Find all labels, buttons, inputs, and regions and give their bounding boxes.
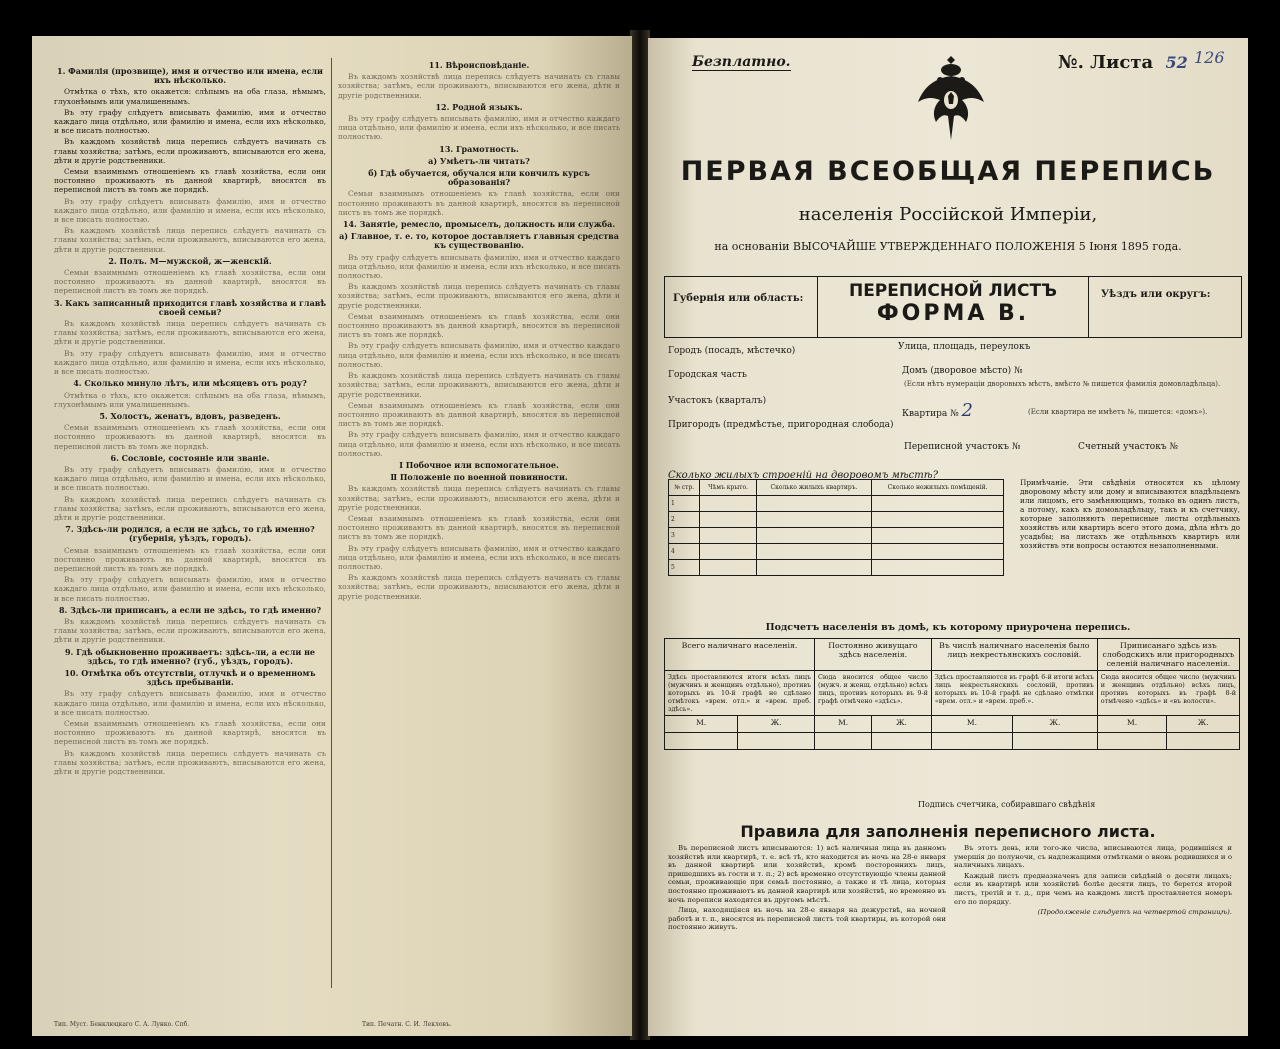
- rules-text: Лица, находящіяся въ ночь на 28-е января на дежурствѣ, на ночной работѣ и т. п., вносятся въ переписной листъ той квартиры, въ которой они постоянно живутъ.: [668, 906, 946, 932]
- section-heading: 11. Вѣроисповѣданіе.: [428, 60, 530, 70]
- sheet-label-text: №. Листа: [1058, 52, 1154, 73]
- male-header: М.: [665, 716, 738, 733]
- table-row: [669, 544, 1004, 560]
- count-col-header: Приписанаго здѣсь изъ слободскихъ или пригородныхъ селеній наличнаго населенія.: [1097, 639, 1239, 671]
- instructions-column-a: [54, 64, 326, 994]
- count-col-note: Здѣсь проставляются въ графѣ 6-й итоги всѣхъ лицъ некрестьянскихъ сословій, противъ которыхъ въ 10-й графѣ не сдѣлано отмѣтки «врем. отл.» и «врем. преб.».: [931, 671, 1097, 716]
- section-text: Семьи взаимнымъ отношеніемъ къ главѣ хозяйства, если они постоянно проживаютъ въ данной квартирѣ, вносятся въ переписной листъ въ томъ же порядкѣ.: [54, 423, 326, 451]
- rules-column-a: [668, 844, 946, 1014]
- population-count-title: Подсчетъ населенія въ домѣ, къ которому приурочена перепись.: [765, 622, 1131, 633]
- form-decree-line: на основаніи ВЫСОЧАЙШЕ УТВЕРЖДЕННАГО ПОЛОЖЕНІЯ 5 Іюня 1895 года.: [714, 240, 1182, 253]
- section-text: Въ каждомъ хозяйствѣ лица перепись слѣдуетъ начинать съ главы хозяйства; затѣмъ, если проживаютъ, вписываются его жена, дѣти и другіе родственники.: [338, 573, 620, 601]
- count-col-note: Сюда вносится общее число (мужч. и женщ. отдѣльно) всѣхъ лицъ, противъ которыхъ въ 9-й графѣ отмѣчено «здѣсь».: [815, 671, 932, 716]
- rules-continued: (Продолженіе слѣдуетъ на четвертой страницѣ).: [1037, 908, 1232, 917]
- house-field-hint: (Если нѣтъ нумераціи дворовыхъ мѣстъ, вмѣсто № пишется фамилія домовладѣльца).: [904, 380, 1221, 388]
- table-row: [665, 733, 1240, 750]
- instructions-column-b: [338, 58, 620, 994]
- section-heading: 7. Здѣсь-ли родился, а если не здѣсь, то гдѣ именно? (губернія, уѣздъ, городъ).: [65, 524, 315, 544]
- form-header-box: [664, 276, 1242, 338]
- section-text: Въ эту графу слѣдуетъ вписывать фамилію, имя и отчество каждаго лица отдѣльно, или фамилію и имена, если ихъ нѣсколько, и все писать полностью.: [338, 252, 620, 281]
- table-row: [669, 512, 1004, 528]
- row-number: 5: [669, 560, 700, 576]
- section-heading: 4. Сколько минуло лѣтъ, или мѣсяцевъ отъ роду?: [73, 378, 307, 389]
- section-text: Въ каждомъ хозяйствѣ лица перепись слѣдуетъ начинать съ главы хозяйства; затѣмъ, если проживаютъ, вписываются его жена, дѣти и другіе родственники.: [54, 137, 326, 165]
- section-heading: а) Главное, т. е. то, которое доставляетъ главныя средства къ существованію.: [339, 231, 619, 251]
- form-title: ПЕРВАЯ ВСЕОБЩАЯ ПЕРЕПИСЬ: [680, 156, 1216, 187]
- row-number: 2: [669, 512, 700, 528]
- left-page: [32, 36, 632, 1036]
- section-text: Семьи взаимнымъ отношеніемъ къ главѣ хозяйства, если они постоянно проживаютъ въ данной квартирѣ, вносятся въ переписной листъ въ томъ же порядкѣ.: [54, 167, 326, 195]
- section-heading: Ⅱ Положеніе по военной повинности.: [390, 472, 568, 483]
- district-label: Уѣздъ или округъ:: [1101, 289, 1211, 300]
- section-text: Въ каждомъ хозяйствѣ лица перепись слѣдуетъ начинать съ главы хозяйства; затѣмъ, если проживаютъ, вписываются его жена, дѣти и другіе родственники.: [54, 226, 326, 254]
- section-text: Въ каждомъ хозяйствѣ лица перепись слѣдуетъ начинать съ главы хозяйства; затѣмъ, если проживаютъ, вписываются его жена, дѣти и другіе родственники.: [54, 616, 326, 645]
- section-heading: б) Гдѣ обучается, обучался или кончилъ курсъ образованія?: [368, 168, 590, 188]
- free-label: Безплатно.: [692, 54, 791, 70]
- apartment-field-hint: (Если квартира не имѣетъ №, пишется: «домъ»).: [1028, 408, 1208, 416]
- count-col-header: Постоянно живущаго здѣсь населенія.: [815, 639, 932, 671]
- rules-title: Правила для заполненія переписного листа.: [740, 822, 1156, 841]
- section-heading: 8. Здѣсь-ли приписанъ, а если не здѣсь, то гдѣ именно?: [58, 604, 321, 615]
- section-heading: 5. Холостъ, женатъ, вдовъ, разведенъ.: [99, 410, 281, 421]
- male-header: М.: [815, 716, 872, 733]
- section-text: Отмѣтка о тѣхъ, кто окажется: слѣпымъ на оба глаза, нѣмымъ, глухонѣмымъ или умалишеннымъ.: [54, 87, 326, 106]
- section-text: Въ каждомъ хозяйствѣ лица перепись слѣдуетъ начинать съ главы хозяйства; затѣмъ, если проживаютъ, вписываются его жена, дѣти и другіе родственники.: [54, 748, 326, 777]
- province-label: Губернія или область:: [673, 293, 804, 304]
- city-field-label: Городъ (посадъ, мѣстечко): [668, 346, 796, 356]
- female-header: Ж.: [738, 716, 815, 733]
- table-row: [669, 560, 1004, 576]
- male-header: М.: [931, 716, 1012, 733]
- table-row: [669, 528, 1004, 544]
- rules-text: Каждый листъ предназначенъ для записи свѣдѣній о десяти лицахъ; если въ квартирѣ или хозяйствѣ болѣе десяти лицъ, то берется второй листъ, третій и т. д., при чемъ на каждомъ листѣ проставляется номеръ его по порядку.: [954, 871, 1232, 906]
- section-text: Въ эту графу слѣдуетъ вписывать фамилію, имя и отчество каждаго лица отдѣльно, или фамилію и имена, если ихъ нѣсколько, и все писать полностью.: [54, 196, 326, 225]
- section-text: Семьи взаимнымъ отношеніемъ къ главѣ хозяйства, если они постоянно проживаютъ въ данной квартирѣ, вносятся въ переписной листъ въ томъ же порядкѣ.: [338, 311, 620, 340]
- form-sheet-label: ПЕРЕПИСНОЙ ЛИСТЪ: [848, 281, 1058, 301]
- form-type-box: [817, 277, 1089, 337]
- section-heading: 12. Родной языкъ.: [435, 101, 523, 112]
- counter-signature-label: Подпись счетчика, собиравшаго свѣдѣнія: [918, 800, 1096, 809]
- section-text: Въ каждомъ хозяйствѣ лица перепись слѣдуетъ начинать съ главы хозяйства; затѣмъ, если проживаютъ, вписываются его жена, дѣти и другіе родственники.: [338, 72, 620, 100]
- section-text: Семьи взаимнымъ отношеніемъ къ главѣ хозяйства, если они постоянно проживаютъ въ данной квартирѣ, вносятся въ переписной листъ въ томъ же порядкѣ.: [54, 268, 326, 296]
- suburb-field-label: Пригородъ (предмѣстье, пригородная слобода): [668, 420, 894, 430]
- buildings-table: [668, 479, 1004, 576]
- section-heading: 13. Грамотность.: [439, 143, 519, 154]
- section-text: Въ эту графу слѣдуетъ вписывать фамилію, имя и отчество каждаго лица отдѣльно, или фамилію и имена, если ихъ нѣсколько, и все писать полностью.: [54, 348, 326, 377]
- section-heading: 6. Сословіе, состояніе или званіе.: [110, 452, 270, 463]
- section-heading: а) Умѣетъ-ли читать?: [428, 155, 530, 166]
- rules-text: Въ этотъ день, или того-же числа, вписываются лица, родившіяся и умершія до полуночи, съ надлежащими отмѣтками о вновь родившихся и о наличныхъ лицахъ.: [954, 844, 1232, 870]
- apartment-label-text: Квартира №: [902, 409, 959, 419]
- buildings-col-header: № стр.: [669, 480, 700, 496]
- section-text: Въ эту графу слѣдуетъ вписывать фамилію, имя и отчество каждаго лица отдѣльно, или фамилію и имена, если ихъ нѣсколько, и все писать полностью.: [338, 543, 620, 571]
- section-text: Въ эту графу слѣдуетъ вписывать фамилію, имя и отчество каждаго лица отдѣльно, или фамилію и имена, если ихъ нѣсколько, и все писать полностью.: [338, 430, 620, 458]
- column-divider: [331, 58, 332, 988]
- section-heading: 14. Занятіе, ремесло, промыселъ, должность или служба.: [342, 219, 616, 230]
- count-col-note: Сюда вносится общее число (мужчинъ и женщинъ отдѣльно) всѣхъ лицъ, противъ которыхъ въ графѣ 8-й отмѣчено «здѣсь» и «въ волости».: [1097, 671, 1239, 716]
- section-text: Въ эту графу слѣдуетъ вписывать фамилію, имя и отчество каждаго лица отдѣльно, или фамилію и имена, если ихъ нѣсколько, и все писать полностью.: [54, 107, 326, 136]
- female-header: Ж.: [1013, 716, 1098, 733]
- count-col-header: Всего наличнаго населенія.: [665, 639, 815, 671]
- sheet-number-handwritten: 52: [1165, 53, 1188, 72]
- apartment-field-label: [902, 400, 973, 421]
- section-heading: 10. Отмѣтка объ отсутствіи, отлучкѣ и о временномъ здѣсь пребываніи.: [64, 667, 316, 688]
- count-col-note: Здѣсь проставляются итоги всѣхъ лицъ (мужчинъ и женщинъ отдѣльно), противъ которыхъ въ 10-й графѣ не сдѣлано отмѣтокъ «врем. отл.» и «врем. преб. здѣсь».: [665, 671, 815, 716]
- apartment-number-handwritten: 2: [961, 400, 973, 421]
- section-heading: 1. Фамилія (прозвище), имя и отчество или имена, если ихъ нѣсколько.: [57, 66, 323, 86]
- imperial-eagle-icon: [916, 50, 986, 150]
- printer-imprint: Тип. Муст. Бенклюцкаго С. А. Лунко. Спб.: [54, 1021, 190, 1028]
- buildings-col-header: Сколько жилыхъ квартиръ.: [756, 480, 871, 496]
- section-heading: Ⅰ Побочное или вспомогательное.: [399, 459, 559, 470]
- male-header: М.: [1097, 716, 1167, 733]
- section-text: Въ каждомъ хозяйствѣ лица перепись слѣдуетъ начинать съ главы хозяйства; затѣмъ, если проживаютъ, вписываются его жена, дѣти и другіе родственники.: [338, 484, 620, 512]
- house-field-label: Домъ (дворовое мѣсто) №: [902, 366, 1023, 376]
- section-text: Въ эту графу слѣдуетъ вписывать фамилію, имя и отчество каждаго лица отдѣльно, или фамилію и имена, если ихъ нѣсколько, и все писать полностью.: [54, 575, 326, 603]
- sheet-number-label: [1058, 52, 1188, 73]
- city-part-field-label: Городская часть: [668, 370, 747, 380]
- section-text: Въ каждомъ хозяйствѣ лица перепись слѣдуетъ начинать съ главы хозяйства; затѣмъ, если проживаютъ, вписываются его жена, дѣти и другіе родственники.: [54, 494, 326, 522]
- row-number: 3: [669, 528, 700, 544]
- section-text: Въ каждомъ хозяйствѣ лица перепись слѣдуетъ начинать съ главы хозяйства; затѣмъ, если проживаютъ, вписываются его жена, дѣти и другіе родственники.: [338, 282, 620, 310]
- section-text: Семьи взаимнымъ отношеніемъ къ главѣ хозяйства, если они постоянно проживаютъ въ данной квартирѣ, вносятся въ переписной листъ въ томъ же порядкѣ.: [54, 719, 326, 747]
- rules-text: Въ переписной листъ вписываются: 1) всѣ наличныя лица въ данномъ хозяйствѣ или квартирѣ, т. е. всѣ тѣ, кто находится въ ночь на 28-е января въ данной квартирѣ или хозяйствѣ, кромѣ постороннихъ лицъ, пришедшихъ въ гости и т. п.; 2) всѣ временно отсутствующіе члены данной семьи, проживающіе при семьѣ постоянно, а также и тѣ лица, которыя постоянно проживаютъ въ данной квартирѣ или хозяйствѣ, но временно въ ночь переписи находятся въ другомъ мѣстѣ.: [668, 844, 946, 904]
- section-text: Семьи взаимнымъ отношеніемъ къ главѣ хозяйства, если они постоянно проживаютъ въ данной квартирѣ, вносятся въ переписной листъ въ томъ же порядкѣ.: [338, 400, 620, 429]
- section-heading: 9. Гдѣ обыкновенно проживаетъ: здѣсь-ли, а если не здѣсь, то гдѣ именно? (губ., уѣздъ, городъ).: [64, 646, 316, 666]
- section-text: Въ каждомъ хозяйствѣ лица перепись слѣдуетъ начинать съ главы хозяйства; затѣмъ, если проживаютъ, вписываются его жена, дѣти и другіе родственники.: [54, 319, 326, 347]
- buildings-col-header: Чѣмъ крыто.: [700, 480, 756, 496]
- section-text: Отмѣтка о тѣхъ, кто окажется: слѣпымъ на оба глаза, нѣмымъ, глухонѣмымъ или умалишеннымъ.: [54, 390, 326, 409]
- book-spine: [630, 30, 650, 1040]
- buildings-note: Примѣчаніе. Эти свѣдѣнія относятся къ цѣлому дворовому мѣсту или дому и вписываются владѣльцемъ или лицомъ, его замѣняющимъ, только въ одинъ листъ, а потому, какъ къ домовладѣльцу, такъ и къ счетчику, которые заполняютъ переписные листы отдѣльныхъ хозяйствъ или квартиръ всего этого дома, дѣла нѣтъ до усадьбы; на листахъ же отдѣльныхъ квартиръ или хозяйствъ эти вопросы остаются незаполненными.: [1020, 478, 1240, 550]
- corner-page-number: 126: [1194, 48, 1225, 67]
- section-text: Въ эту графу слѣдуетъ вписывать фамилію, имя и отчество каждаго лица отдѣльно, или фамилію и имена, если ихъ нѣсколько, и все писать полностью.: [338, 114, 620, 142]
- right-page: [648, 38, 1248, 1036]
- section-heading: 3. Какъ записанный приходится главѣ хозяйства и главѣ своей семьи?: [54, 297, 326, 317]
- count-col-header: Въ числѣ наличнаго населенія было лицъ некрестьянскихъ сословій.: [931, 639, 1097, 671]
- section-text: Въ эту графу слѣдуетъ вписывать фамилію, имя и отчество каждаго лица отдѣльно, или фамилію и имена, если ихъ нѣсколько, и все писать полностью.: [54, 689, 326, 717]
- printer-imprint: Тип. Печатн. С. И. Лекловъ.: [362, 1021, 452, 1028]
- section-heading: 2. Полъ. М—мужской, ж—женскій.: [108, 255, 272, 266]
- census-district-label: Переписной участокъ №: [904, 442, 1021, 452]
- female-header: Ж.: [872, 716, 932, 733]
- section-text: Въ каждомъ хозяйствѣ лица перепись слѣдуетъ начинать съ главы хозяйства; затѣмъ, если проживаютъ, вписываются его жена, дѣти и другіе родственники.: [338, 371, 620, 399]
- population-count-table: [664, 638, 1240, 750]
- table-row: [669, 496, 1004, 512]
- counting-district-label: Счетный участокъ №: [1078, 442, 1178, 452]
- form-letter: ФОРМА В.: [876, 301, 1030, 326]
- section-text: Семьи взаимнымъ отношеніемъ къ главѣ хозяйства, если они постоянно проживаютъ въ данной квартирѣ, вносятся въ переписной листъ въ томъ же порядкѣ.: [54, 545, 326, 573]
- row-number: 4: [669, 544, 700, 560]
- female-header: Ж.: [1167, 716, 1240, 733]
- street-field-label: Улица, площадь, переулокъ: [898, 342, 1031, 352]
- buildings-question: Сколько жилыхъ строеній на дворовомъ мѣстѣ?: [668, 470, 938, 481]
- section-text: Въ эту графу слѣдуетъ вписывать фамилію, имя и отчество каждаго лица отдѣльно, или фамилію и имена, если ихъ нѣсколько, и все писать полностью.: [54, 464, 326, 493]
- form-subtitle: населенія Россійской Имперіи,: [798, 204, 1098, 225]
- section-field-label: Участокъ (кварталъ): [668, 396, 767, 406]
- section-text: Семьи взаимнымъ отношеніемъ къ главѣ хозяйства, если они постоянно проживаютъ въ данной квартирѣ, вносятся въ переписной листъ въ томъ же порядкѣ.: [338, 513, 620, 542]
- rules-column-b: [954, 844, 1232, 1014]
- section-text: Въ эту графу слѣдуетъ вписывать фамилію, имя и отчество каждаго лица отдѣльно, или фамилію и имена, если ихъ нѣсколько, и все писать полностью.: [338, 341, 620, 369]
- section-text: Семьи взаимнымъ отношеніемъ къ главѣ хозяйства, если они постоянно проживаютъ въ данной квартирѣ, вносятся въ переписной листъ въ томъ же порядкѣ.: [338, 189, 620, 217]
- row-number: 1: [669, 496, 700, 512]
- buildings-col-header: Сколько нежилыхъ помѣщеній.: [872, 480, 1004, 496]
